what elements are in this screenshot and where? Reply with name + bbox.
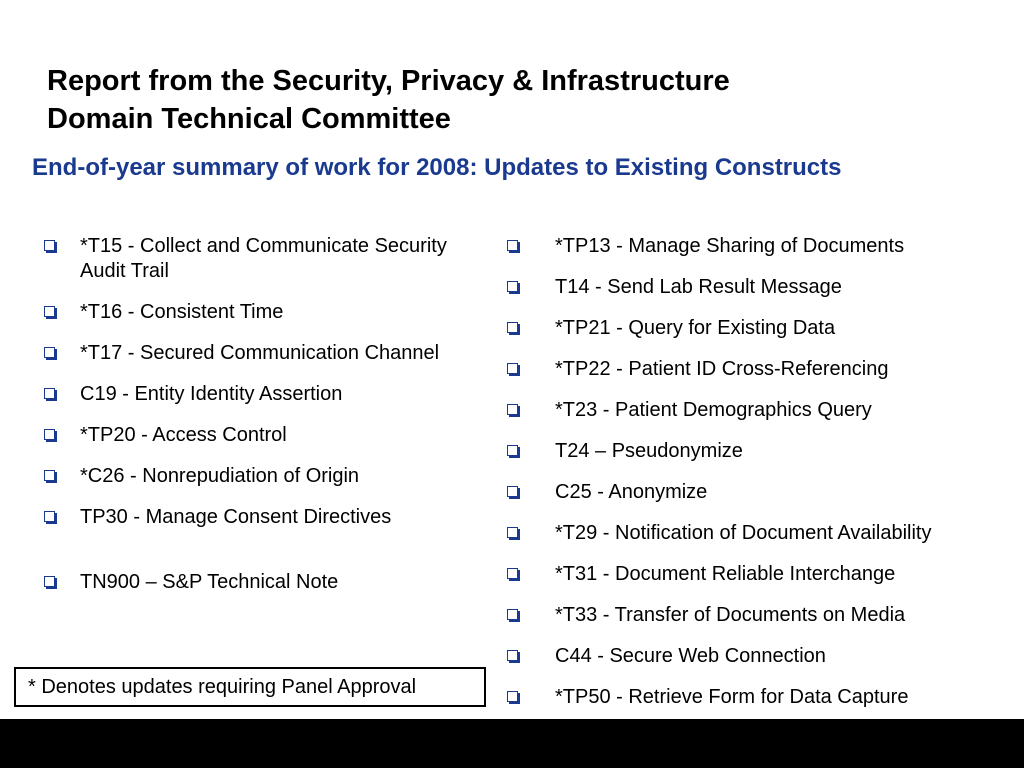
list-item-text: *T29 - Notification of Document Availability [555, 522, 932, 544]
list-item-text: *TP50 - Retrieve Form for Data Capture [555, 686, 909, 708]
list-item [44, 341, 464, 366]
list-item-text: C19 - Entity Identity Assertion [80, 383, 343, 405]
square-bullet-icon [507, 445, 518, 456]
list-item [44, 234, 464, 284]
list-item-text: *T17 - Secured Communication Channel [80, 342, 440, 364]
square-bullet-icon [507, 527, 518, 538]
square-bullet-icon [507, 486, 518, 497]
list-item-text: TN900 – S&P Technical Note [80, 571, 339, 593]
list-item [44, 423, 464, 448]
list-item-text: *C26 - Nonrepudiation of Origin [80, 465, 360, 487]
square-bullet-icon [507, 404, 518, 415]
square-bullet-icon [507, 609, 518, 620]
list-item [507, 357, 1017, 382]
square-bullet-icon [507, 363, 518, 374]
list-item-text: TP30 - Manage Consent Directives [80, 506, 392, 528]
square-bullet-icon [507, 650, 518, 661]
slide-title [47, 62, 947, 138]
list-item [507, 234, 1017, 259]
square-bullet-icon [507, 691, 518, 702]
square-bullet-icon [44, 240, 55, 251]
list-item-text: *T33 - Transfer of Documents on Media [555, 604, 906, 626]
list-item [507, 562, 1017, 587]
square-bullet-icon [507, 322, 518, 333]
list-item [507, 521, 1017, 546]
list-item [507, 439, 1017, 464]
slide-title-line-1: Report from the Security, Privacy & Infrastructure [47, 65, 730, 97]
bottom-bar [0, 719, 1024, 768]
list-item [44, 570, 464, 595]
list-item [507, 316, 1017, 341]
square-bullet-icon [44, 470, 55, 481]
left-bullet-list [44, 234, 464, 611]
panel-approval-footnote: * Denotes updates requiring Panel Approval [14, 667, 486, 707]
list-item [507, 275, 1017, 300]
list-item-text: C44 - Secure Web Connection [555, 645, 826, 667]
list-item [507, 603, 1017, 628]
right-bullet-list [507, 234, 1017, 726]
list-item-text: *T15 - Collect and Communicate Security Audit Trail [80, 235, 447, 282]
square-bullet-icon [44, 388, 55, 399]
list-item-text: *TP13 - Manage Sharing of Documents [555, 235, 905, 257]
list-item-text: T24 – Pseudonymize [555, 440, 743, 462]
square-bullet-icon [44, 576, 55, 587]
list-item-text: T14 - Send Lab Result Message [555, 276, 842, 298]
list-item-text: *TP22 - Patient ID Cross-Referencing [555, 358, 889, 380]
slide-title-line-2: Domain Technical Committee [47, 103, 451, 135]
list-item [507, 685, 1017, 710]
list-item [507, 398, 1017, 423]
square-bullet-icon [44, 511, 55, 522]
list-item [44, 505, 464, 530]
list-item [507, 644, 1017, 669]
list-item [44, 382, 464, 407]
list-item-text: *TP21 - Query for Existing Data [555, 317, 836, 339]
list-item-text: *T31 - Document Reliable Interchange [555, 563, 896, 585]
square-bullet-icon [44, 347, 55, 358]
list-item-text: *T16 - Consistent Time [80, 301, 284, 323]
list-item-text: C25 - Anonymize [555, 481, 708, 503]
list-item-text: *TP20 - Access Control [80, 424, 287, 446]
list-item [44, 300, 464, 325]
square-bullet-icon [507, 568, 518, 579]
square-bullet-icon [44, 429, 55, 440]
square-bullet-icon [507, 281, 518, 292]
square-bullet-icon [44, 306, 55, 317]
list-item-text: *T23 - Patient Demographics Query [555, 399, 872, 421]
list-item [507, 480, 1017, 505]
list-item [44, 464, 464, 489]
slide-subtitle: End-of-year summary of work for 2008: Updates to Existing Constructs [32, 154, 842, 181]
square-bullet-icon [507, 240, 518, 251]
